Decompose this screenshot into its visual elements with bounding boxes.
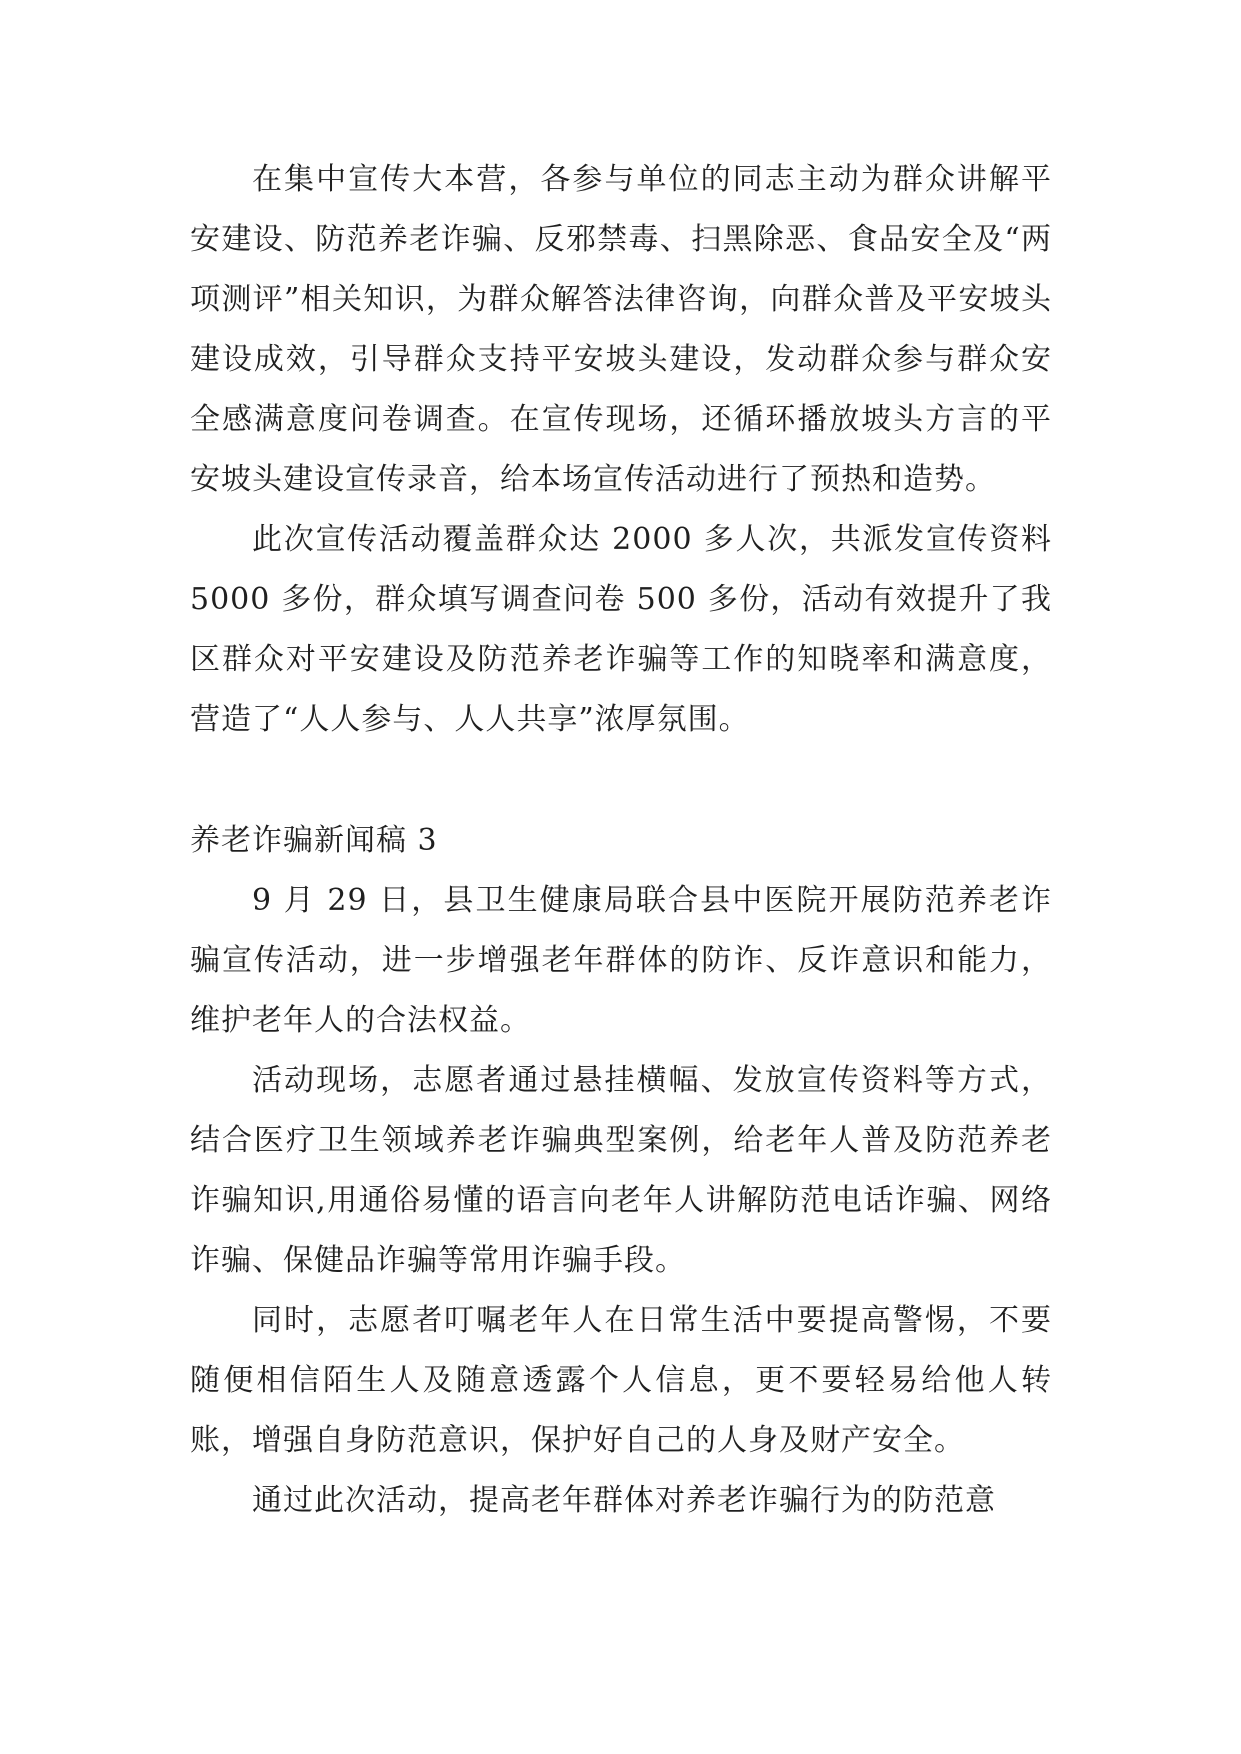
section-gap — [190, 750, 1052, 811]
paragraph: 在集中宣传大本营，各参与单位的同志主动为群众讲解平安建设、防范养老诈骗、反邪禁毒、扫黑除恶、食品安全及“两项测评”相关知识，为群众解答法律咨询，向群众普及平安坡头建设成效，引导群众支持平安坡头建设，发动群众参与群众安全感满意度问卷调查。在宣传现场，还循环播放坡头方言的平安坡头建设宣传录音，给本场宣传活动进行了预热和造势。 — [190, 162, 1052, 497]
paragraph: 此次宣传活动覆盖群众达 2000 多人次，共派发宣传资料 5000 多份，群众填写调查问卷 500 多份，活动有效提升了我区群众对平安建设及防范养老诈骗等工作的知晓率和满意度，营造了“人人参与、人人共享”浓厚氛围。 — [190, 522, 1052, 737]
paragraph: 通过此次活动，提高老年群体对养老诈骗行为的防范意 — [252, 1483, 996, 1518]
paragraph: 活动现场，志愿者通过悬挂横幅、发放宣传资料等方式，结合医疗卫生领域养老诈骗典型案例，给老年人普及防范养老诈骗知识,用通俗易懂的语言向老年人讲解防范电话诈骗、网络诈骗、保健品诈骗等常用诈骗手段。 — [190, 1063, 1052, 1278]
section-heading: 养老诈骗新闻稿 3 — [190, 823, 438, 858]
paragraph: 同时，志愿者叮嘱老年人在日常生活中要提高警惕，不要随便相信陌生人及随意透露个人信息，更不要轻易给他人转账，增强自身防范意识，保护好自己的人身及财产安全。 — [190, 1303, 1052, 1458]
document-body — [190, 150, 1052, 1531]
paragraph: 9 月 29 日，县卫生健康局联合县中医院开展防范养老诈骗宣传活动，进一步增强老年群体的防诈、反诈意识和能力，维护老年人的合法权益。 — [190, 883, 1052, 1038]
